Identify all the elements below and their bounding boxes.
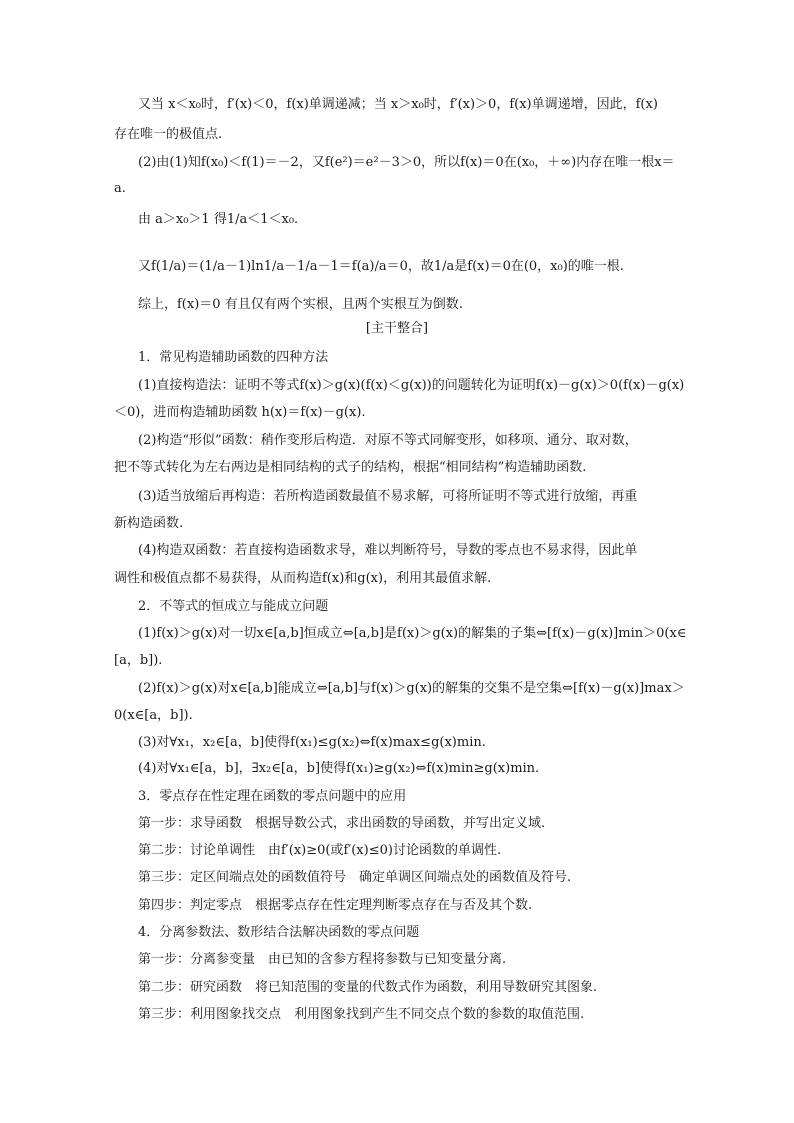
text-line: (2)由(1)知f(x₀)＜f(1)＝－2，又f(e²)＝e²－3＞0，所以f(x)＝0在(x₀，＋∞)内存在唯一根x＝	[138, 155, 675, 170]
text-line: 调性和极值点都不易获得，从而构造f(x)和g(x)，利用其最值求解.	[114, 571, 492, 586]
text-line: 新构造函数.	[114, 516, 184, 531]
text-line: 由 a＞x₀＞1 得1/a＜1＜x₀.	[138, 212, 299, 227]
text-line: 把不等式转化为左右两边是相同结构的式子的结构，根据“相同结构”构造辅助函数.	[114, 460, 587, 475]
text-line: (3)适当放缩后再构造：若所构造函数最值不易求解，可将所证明不等式进行放缩，再重	[138, 489, 638, 504]
section-title: 1．常见构造辅助函数的四种方法	[138, 350, 329, 365]
text-line: 综上，f(x)＝0 有且仅有两个实根，且两个实根互为倒数.	[138, 297, 463, 312]
text-line: 又当 x＜x₀时，f′(x)＜0，f(x)单调递减；当 x＞x₀时，f′(x)＞0，f(x)单调递增，因此，f(x)	[138, 97, 658, 112]
section-title: 3．零点存在性定理在函数的零点问题中的应用	[138, 789, 407, 804]
text-line: (3)对∀x₁，x₂∈[a，b]使得f(x₁)≤g(x₂)⇔f(x)max≤g(x)min.	[138, 735, 486, 750]
section-heading: [主干整合]	[365, 321, 429, 336]
text-line: 第一步：求导函数 根据导数公式，求出函数的导函数，并写出定义域.	[138, 816, 546, 831]
text-line: ＜0)，进而构造辅助函数 h(x)＝f(x)－g(x).	[114, 405, 366, 420]
section-title: 2．不等式的恒成立与能成立问题	[138, 599, 329, 614]
text-line: 存在唯一的极值点.	[114, 127, 223, 142]
text-line: 第二步：研究函数 将已知范围的变量的代数式作为函数，利用导数研究其图象.	[138, 980, 598, 995]
text-line: 0(x∈[a，b]).	[114, 708, 193, 723]
text-line: (4)构造双函数：若直接构造函数求导，难以判断符号，导数的零点也不易求得，因此单	[138, 543, 638, 558]
text-line: 又f(1/a)＝(1/a－1)ln1/a－1/a－1＝f(a)/a＝0，故1/a是f(x)＝0在(0，x₀)的唯一根.	[138, 259, 624, 274]
text-line: [a，b]).	[114, 653, 163, 668]
text-line: (1)f(x)＞g(x)对一切x∈[a,b]恒成立⇔[a,b]是f(x)＞g(x)的解集的子集⇔[f(x)－g(x)]min＞0(x∈	[138, 626, 686, 641]
text-line: 第三步：利用图象找交点 利用图象找到产生不同交点个数的参数的取值范围.	[138, 1007, 585, 1022]
text-line: (2)构造“形似”函数：稍作变形后构造．对原不等式同解变形，如移项、通分、取对数，	[138, 433, 638, 448]
text-line: (1)直接构造法：证明不等式f(x)＞g(x)(f(x)＜g(x))的问题转化为证明f(x)－g(x)＞0(f(x)－g(x)	[138, 378, 685, 393]
text-line: 第三步：定区间端点处的函数值符号 确定单调区间端点处的函数值及符号.	[138, 870, 572, 885]
text-line: (2)f(x)＞g(x)对x∈[a,b]能成立⇔[a,b]与f(x)＞g(x)的解集的交集不是空集⇔[f(x)－g(x)]max＞	[138, 681, 685, 696]
text-line: 第四步：判定零点 根据零点存在性定理判断零点存在与否及其个数.	[138, 898, 533, 913]
text-line: 第一步：分离参变量 由已知的含参方程将参数与已知变量分离.	[138, 952, 507, 967]
text-line: (4)对∀x₁∈[a，b]，∃x₂∈[a，b]使得f(x₁)≥g(x₂)⇔f(x)min≥g(x)min.	[138, 761, 540, 776]
text-line: 第二步：讨论单调性 由f′(x)≥0(或f′(x)≤0)讨论函数的单调性.	[138, 843, 502, 858]
section-title: 4．分离参数法、数形结合法解决函数的零点问题	[138, 925, 420, 940]
text-line: a.	[114, 181, 126, 196]
